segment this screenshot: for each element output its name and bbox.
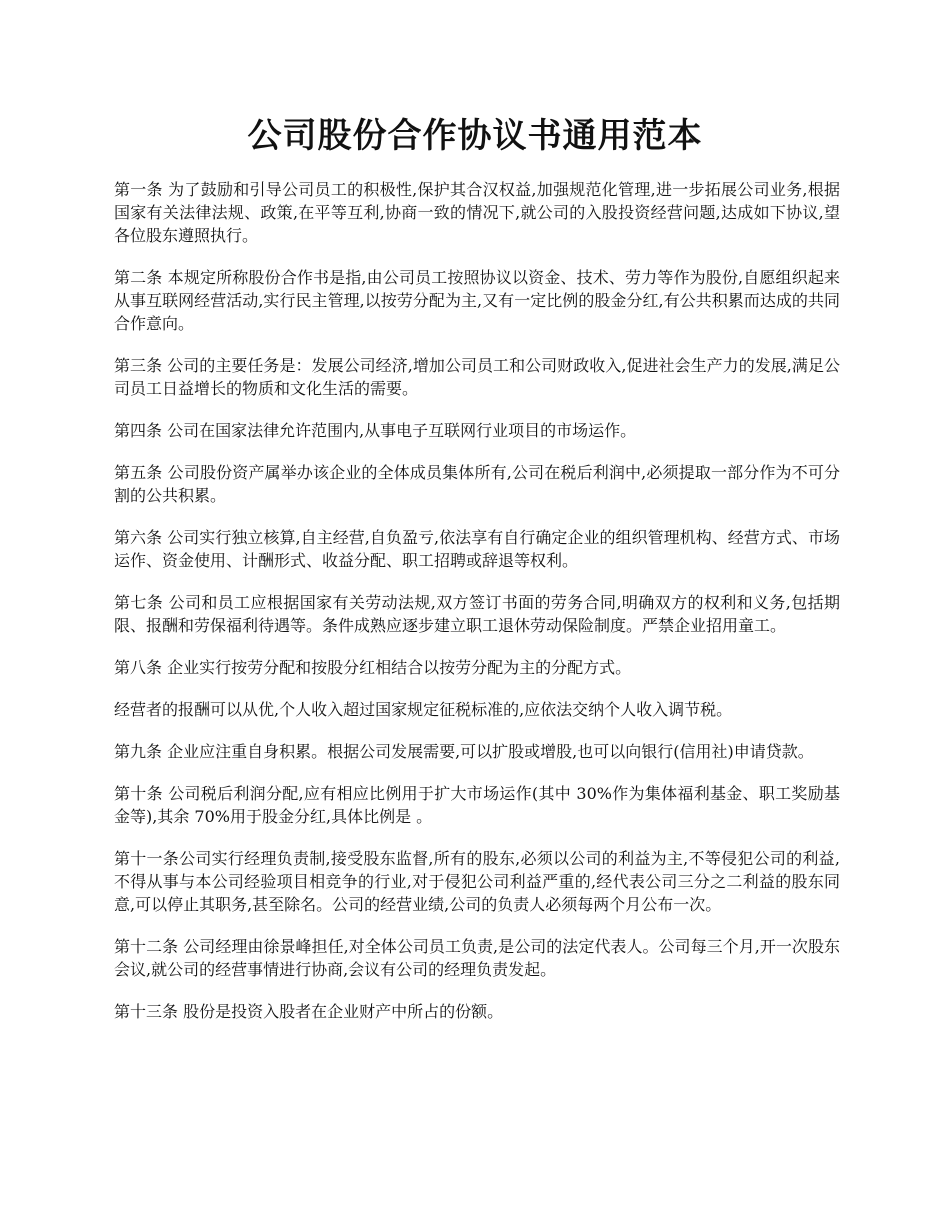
article-2: 第二条 本规定所称股份合作书是指,由公司员工按照协议以资金、技术、劳力等作为股份,自愿组织起来从事互联网经营活动,实行民主管理,以按劳分配为主,又有一定比例的股金分红,有公共积累而达成的共同合作意向。	[114, 268, 840, 333]
document-title: 公司股份合作协议书通用范本	[247, 116, 703, 156]
article-13: 第十三条 股份是投资入股者在企业财产中所占的份额。	[114, 1002, 504, 1021]
article-9: 第九条 企业应注重自身积累。根据公司发展需要,可以扩股或增股,也可以向银行(信用社)申请贷款。	[114, 742, 814, 761]
article-3: 第三条 公司的主要任务是：发展公司经济,增加公司员工和公司财政收入,促进社会生产力的发展,满足公司员工日益增长的物质和文化生活的需要。	[114, 356, 840, 398]
article-1: 第一条 为了鼓励和引导公司员工的积极性,保护其合汉权益,加强规范化管理,进一步拓展公司业务,根据国家有关法律法规、政策,在平等互利,协商一致的情况下,就公司的入股投资经营问题,达成如下协议,望各位股东遵照执行。	[114, 180, 840, 245]
article-6: 第六条 公司实行独立核算,自主经营,自负盈亏,依法享有自行确定企业的组织管理机构、经营方式、市场运作、资金使用、计酬形式、收益分配、职工招聘或辞退等权利。	[114, 528, 840, 570]
article-12: 第十二条 公司经理由徐景峰担任,对全体公司员工负责,是公司的法定代表人。公司每三个月,开一次股东会议,就公司的经营事情进行协商,会议有公司的经理负责发起。	[114, 937, 840, 979]
article-11: 第十一条公司实行经理负责制,接受股东监督,所有的股东,必须以公司的利益为主,不等侵犯公司的利益,不得从事与本公司经验项目相竞争的行业,对于侵犯公司利益严重的,经代表公司三分之二利益的股东同意,可以停止其职务,甚至除名。公司的经营业绩,公司的负责人必须每两个月公布一次。	[114, 849, 840, 914]
article-5: 第五条 公司股份资产属举办该企业的全体成员集体所有,公司在税后利润中,必须提取一部分作为不可分割的公共积累。	[114, 463, 840, 505]
article-7: 第七条 公司和员工应根据国家有关劳动法规,双方签订书面的劳务合同,明确双方的权利和义务,包括期限、报酬和劳保福利待遇等。条件成熟应逐步建立职工退休劳动保险制度。严禁企业招用童工。	[114, 593, 840, 635]
article-8-note: 经营者的报酬可以从优,个人收入超过国家规定征税标准的,应依法交纳个人收入调节税。	[114, 700, 733, 719]
article-8: 第八条 企业实行按劳分配和按股分红相结合以按劳分配为主的分配方式。	[114, 658, 632, 677]
article-4: 第四条 公司在国家法律允许范围内,从事电子互联网行业项目的市场运作。	[114, 421, 637, 440]
article-10: 第十条 公司税后利润分配,应有相应比例用于扩大市场运作(其中 30%作为集体福利基金、职工奖励基金等),其余 70%用于股金分红,具体比例是 。	[114, 784, 840, 826]
document-body	[114, 178, 840, 1042]
